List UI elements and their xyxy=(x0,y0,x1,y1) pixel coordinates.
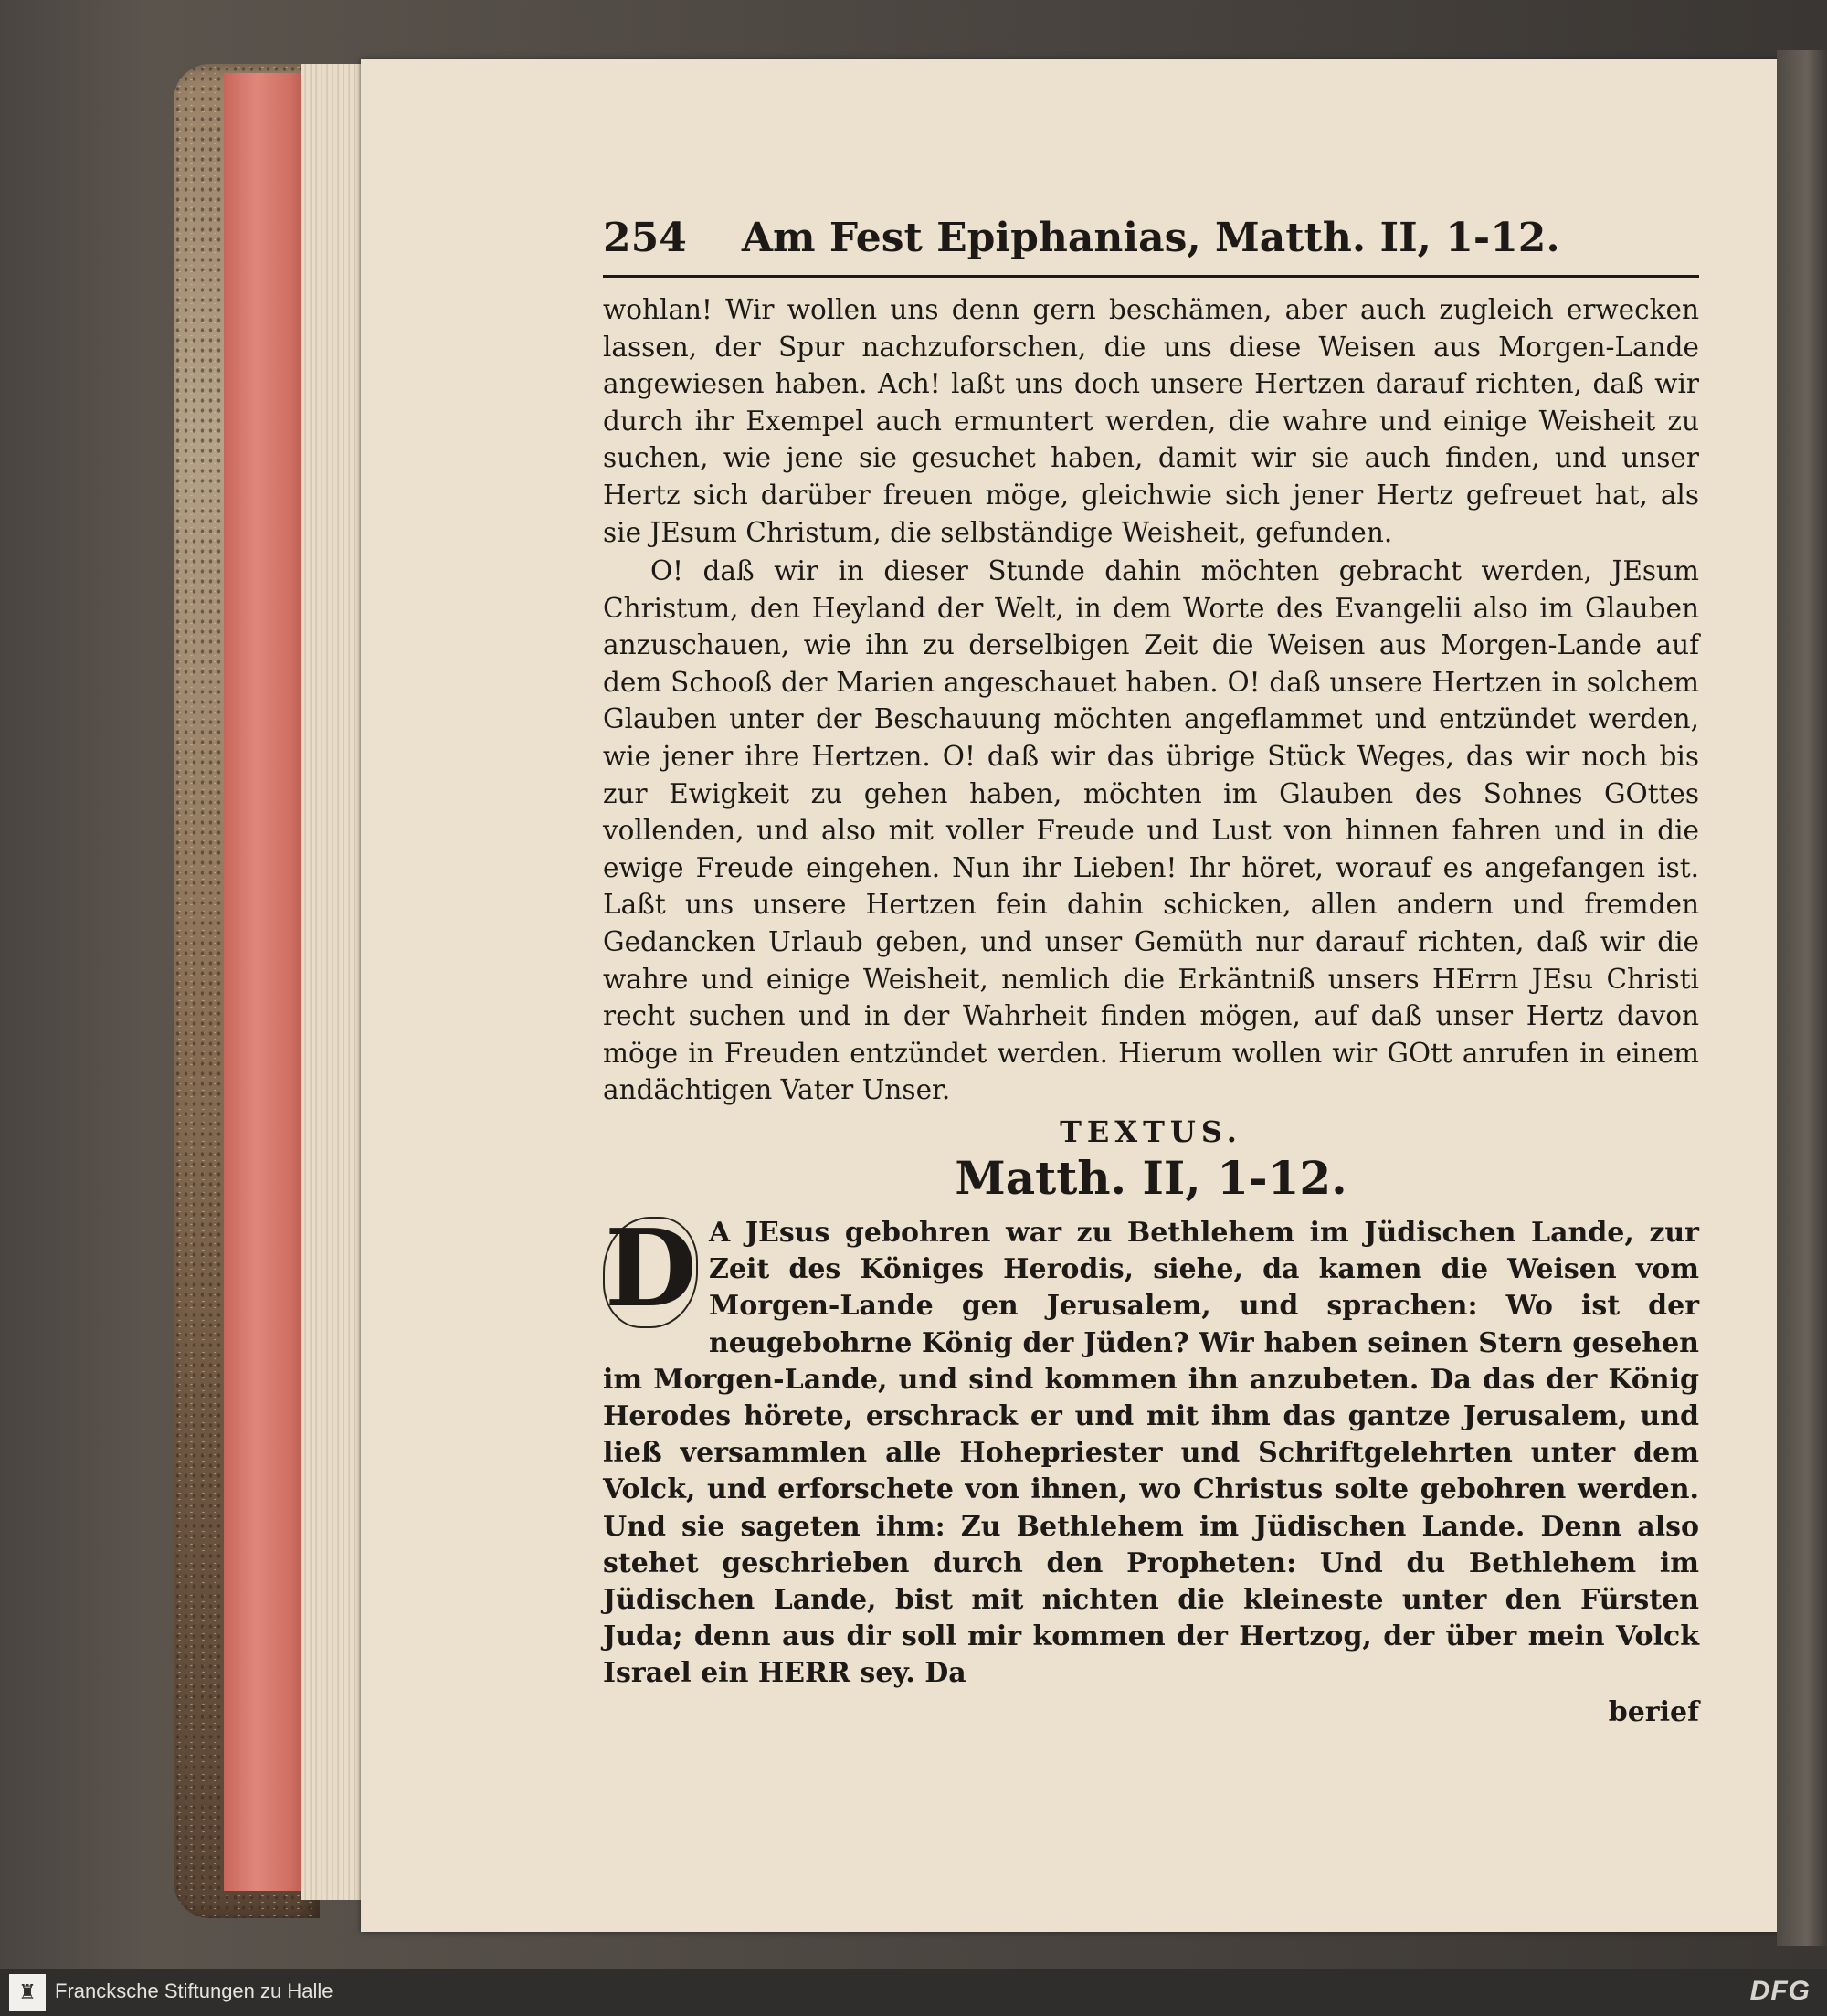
page-stack-edge xyxy=(301,64,365,1900)
textus-label: TEXTUS. xyxy=(1060,1114,1242,1149)
page-number: 254 xyxy=(603,215,687,261)
running-head-title: Am Fest Epiphanias, Matth. II, 1-12. xyxy=(741,215,1560,261)
paragraph-1: wohlan! Wir wollen uns denn gern beschämen, aber auch zugleich erwecken lassen, der Spur nachzuforschen, die uns diese Weisen aus Morgen-Lande angewiesen haben. Ach! laßt uns doch unsere Hertzen darauf richten, daß wir durch ihr Exempel auch ermuntert werden, die wahre und einige Weisheit zu suchen, wie jene sie gesuchet haben, damit wir sie auch finden, und unser Hertz sich darüber freuen möge, gleichwie sich jener Hertz gefreuet hat, als sie JEsum Christum, die selbständige Weisheit, gefunden. xyxy=(603,294,1699,548)
catchword: berief xyxy=(1608,1696,1699,1728)
red-page-edge xyxy=(224,73,306,1891)
bible-text-body: A JEsus gebohren war zu Bethlehem im Jüdischen Lande, zur Zeit des Königes Herodis, siehe, da kamen die Weisen vom Morgen-Lande gen Jerusalem, und sprachen: Wo ist der neugebohrne König der Jüden? Wir haben seinen Stern gesehen im Morgen-Lande, und sind kommen ihn anzubeten. Da das der König Herodes hörete, erschrack er und mit ihm das gantze Jerusalem, und ließ versammlen alle Hohepriester und Schriftgelehrten unter dem Volck, und erforschete von ihnen, wo Christus solte gebohren werden. Und sie sageten ihm: Zu Bethlehem im Jüdischen Lande. Denn also stehet geschrieben durch den Propheten: Und du Bethlehem im Jüdischen Lande, bist mit nichten die kleineste unter den Fürsten Juda; denn aus dir soll mir kommen der Hertzog, der über mein Volck Israel ein HERR sey. Da xyxy=(603,1217,1699,1690)
header-rule xyxy=(603,275,1699,281)
bible-text xyxy=(603,1207,1699,1693)
text-block xyxy=(603,215,1699,1731)
drop-cap: D xyxy=(605,1207,697,1331)
dfg-logo: DFG xyxy=(1749,1976,1811,2006)
paragraph-2: O! daß wir in dieser Stunde dahin möchten gebracht werden, JEsum Christum, den Heyland der Welt, in dem Worte des Evangelii also im Glauben anzuschauen, wie ihn zu derselbigen Zeit die Weisen aus Morgen-Lande auf dem Schooß der Marien angeschauet haben. O! daß unsere Hertzen in solchem Glauben unter der Beschauung möchten angeflammet und entzündet werden, wie jener ihre Hertzen. O! daß wir das übrige Stück Weges, das wir noch bis zur Ewigkeit zu gehen haben, möchten im Glauben des Sohnes GOttes vollenden, und also mit voller Freude und Lust von hinnen fahren und in die ewige Freude eingehen. Nun ihr Lieben! Ihr höret, worauf es angefangen ist. Laßt uns unsere Hertzen fein dahin schicken, allen andern und fremden Gedancken Urlaub geben, und unser Gemüth nur darauf richten, daß wir die wahre und einige Weisheit, nemlich die Erkäntniß unsers HErrn JEsu Christi recht suchen und in der Wahrheit finden mögen, auf daß unser Hertz davon möge in Freuden entzündet werden. Hierum wollen wir GOtt anrufen in einem andächtigen Vater Unser. xyxy=(603,555,1699,1106)
institution-name: Francksche Stiftungen zu Halle xyxy=(55,1979,333,2002)
textus-reference: Matth. II, 1-12. xyxy=(955,1151,1347,1205)
footer-bar xyxy=(0,1969,1827,2016)
facing-page-edge xyxy=(1777,50,1827,1946)
institution-logo-icon: ♜ xyxy=(9,1974,46,2011)
running-head xyxy=(603,215,1699,279)
